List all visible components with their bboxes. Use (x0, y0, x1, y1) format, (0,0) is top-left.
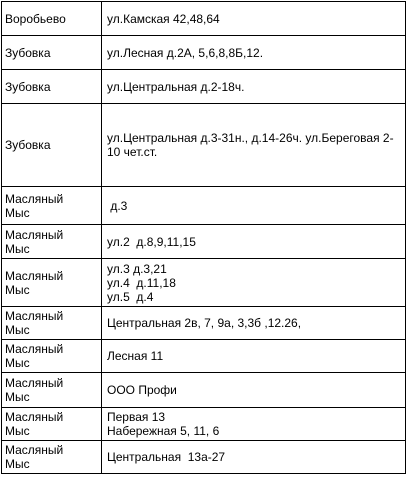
address-line: ул.Лесная д.2А, 5,6,8,8Б,12. (107, 45, 264, 60)
address-cell (102, 104, 406, 187)
address-line: ул.Камская 42,48,64 (107, 11, 220, 26)
table-row (2, 373, 406, 408)
address-cell (102, 408, 406, 441)
address-line: ул.5 д.4 (107, 289, 154, 304)
table-row (2, 104, 406, 187)
settlement-cell (2, 2, 102, 36)
settlement-cell (2, 373, 102, 408)
address-cell (102, 259, 406, 307)
settlement-name: Зубовка (5, 45, 51, 60)
settlement-name: Мыс (5, 457, 30, 471)
table-row (2, 259, 406, 307)
settlement-cell (2, 187, 102, 225)
settlement-cell (2, 36, 102, 70)
settlement-name: Зубовка (5, 138, 51, 152)
address-line: ул.4 д.11,18 (107, 275, 176, 290)
address-cell (102, 340, 406, 373)
table-row (2, 70, 406, 104)
settlement-cell (2, 225, 102, 259)
settlement-cell (2, 441, 102, 474)
table-row (2, 441, 406, 474)
address-line: Центральная 13а-27 (107, 450, 226, 464)
settlement-cell (2, 408, 102, 441)
address-line: д.3 (107, 198, 128, 213)
settlement-name: Масляный (5, 309, 64, 323)
settlement-name: Масляный (5, 227, 64, 242)
address-line: ул.3 д.3,21 (107, 261, 167, 276)
table-row (2, 187, 406, 225)
address-cell (102, 70, 406, 104)
address-line: ООО Профи (107, 383, 177, 397)
settlement-name: Масляный (5, 342, 64, 356)
settlement-cell (2, 307, 102, 340)
address-line: ул.Центральная д.2-18ч. (107, 79, 245, 94)
settlement-name: Масляный (5, 443, 64, 457)
settlement-cell (2, 259, 102, 307)
address-cell (102, 441, 406, 474)
settlement-name: Мыс (5, 205, 30, 220)
table-row (2, 307, 406, 340)
address-cell (102, 307, 406, 340)
address-line: Набережная 5, 11, 6 (107, 424, 220, 438)
address-line: ул.Центральная д.3-31н., д.14-26ч. ул.Береговая 2-10 чет.ст. (107, 131, 394, 159)
address-line: Лесная 11 (107, 349, 164, 363)
settlement-name: Масляный (5, 410, 64, 424)
address-line: Центральная 2в, 7, 9а, 3,3б ,12.26, (107, 316, 302, 330)
settlement-name: Масляный (5, 268, 64, 283)
address-line: Первая 13 (107, 410, 166, 424)
settlement-cell (2, 340, 102, 373)
settlement-name: Воробьево (5, 11, 66, 26)
settlement-name: Мыс (5, 282, 30, 297)
address-cell (102, 373, 406, 408)
settlement-name: Мыс (5, 390, 30, 404)
settlement-name: Мыс (5, 356, 30, 370)
settlement-name: Масляный (5, 191, 64, 206)
table-row (2, 340, 406, 373)
table-row (2, 225, 406, 259)
table-row (2, 36, 406, 70)
settlement-name: Мыс (5, 241, 30, 256)
settlement-cell (2, 70, 102, 104)
table-row (2, 2, 406, 36)
table-row (2, 408, 406, 441)
settlement-cell (2, 104, 102, 187)
address-cell (102, 36, 406, 70)
settlement-name: Зубовка (5, 79, 51, 94)
address-cell (102, 225, 406, 259)
settlement-name: Мыс (5, 424, 30, 438)
address-cell (102, 187, 406, 225)
address-line: ул.2 д.8,9,11,15 (107, 234, 196, 249)
address-cell (102, 2, 406, 36)
settlement-name: Мыс (5, 323, 30, 337)
address-table (1, 1, 406, 474)
settlement-name: Масляный (5, 376, 64, 390)
